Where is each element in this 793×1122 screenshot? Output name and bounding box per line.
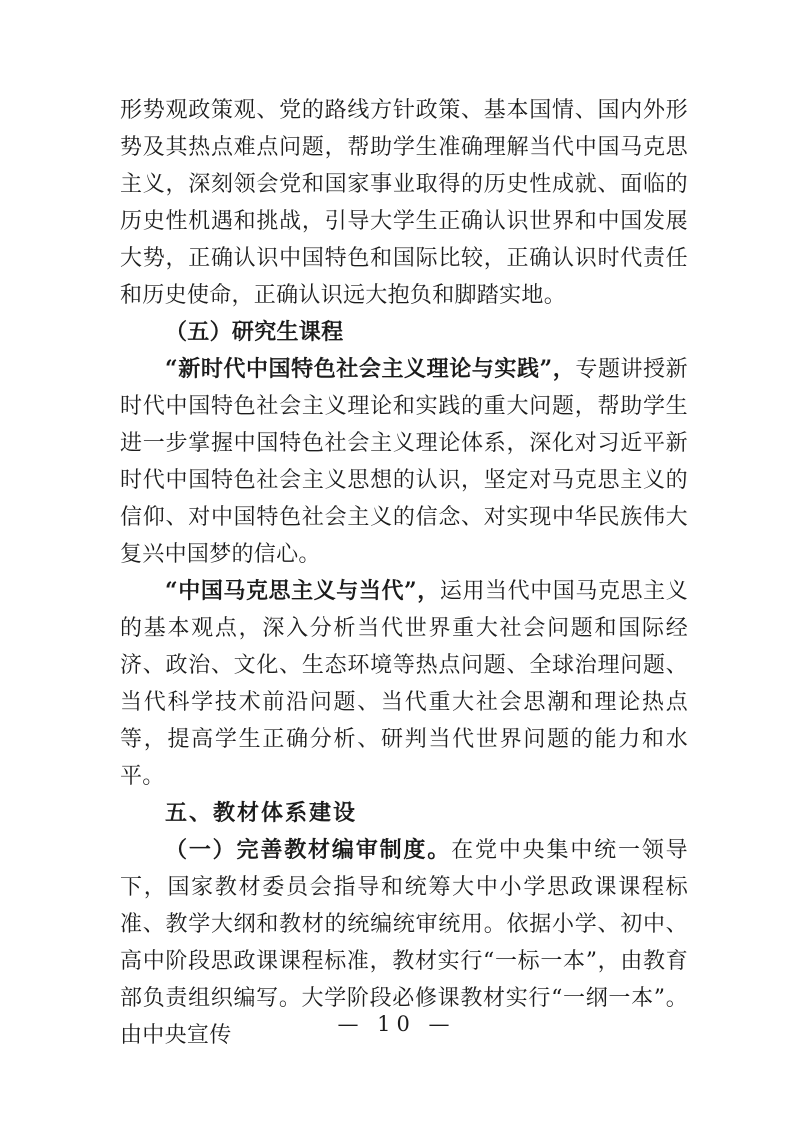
page-footer: [0, 1012, 793, 1036]
paragraph-continuation-text: 形势观政策观、党的路线方针政策、基本国情、国内外形势及其热点难点问题，帮助学生准确理解当代中国马克思主义，深刻领会党和国家事业取得的历史性成就、面临的历史性机遇和挑战，引导大学生正确认识世界和中国发展大势，正确认识中国特色和国际比较，正确认识时代责任和历史使命，正确认识远大抱负和脚踏实地。: [120, 98, 688, 308]
page-body: [120, 92, 688, 1054]
paragraph-theory-and-practice-text: 专题讲授新时代中国特色社会主义理论和实践的重大问题，帮助学生进一步掌握中国特色社会主义理论体系，深化对习近平新时代中国特色社会主义思想的认识，坚定对马克思主义的信仰、对中国特色社会主义的信念、对实现中华民族伟大复兴中国梦的信心。: [120, 357, 688, 567]
section-heading-textbook-system: [120, 795, 688, 832]
page-number: — 10 —: [337, 1012, 456, 1036]
section-heading-graduate-courses: [120, 314, 688, 351]
section-heading-textbook-system-text: 五、教材体系建设: [165, 801, 358, 826]
course-title-theory-and-practice: “新时代中国特色社会主义理论与实践”，: [165, 356, 576, 382]
paragraph-theory-and-practice: [120, 351, 688, 573]
paragraph-marxism-contemporary-text: 运用当代中国马克思主义的基本观点，深入分析当代世界重大社会问题和国际经济、政治、文化、生态环境等热点问题、全球治理问题、当代科学技术前沿问题、当代重大社会思潮和理论热点等，提高学生正确分析、研判当代世界问题的能力和水平。: [120, 579, 688, 789]
paragraph-continuation: [120, 92, 688, 314]
clause-title-textbook-review: （一）完善教材编审制度。: [165, 837, 452, 863]
paragraph-marxism-contemporary: [120, 573, 688, 795]
course-title-marxism-contemporary: “中国马克思主义与当代”，: [165, 578, 440, 604]
paragraph-textbook-review-text: 在党中央集中统一领导下，国家教材委员会指导和统筹大中小学思政课课程标准、教学大纲和教材的统编统审统用。依据小学、初中、高中阶段思政课课程标准，教材实行“一标一本”，由教育部负责组织编写。大学阶段必修课教材实行“一纲一本”。由中央宣传: [120, 838, 688, 1048]
section-heading-graduate-courses-text: （五）研究生课程: [165, 319, 344, 345]
